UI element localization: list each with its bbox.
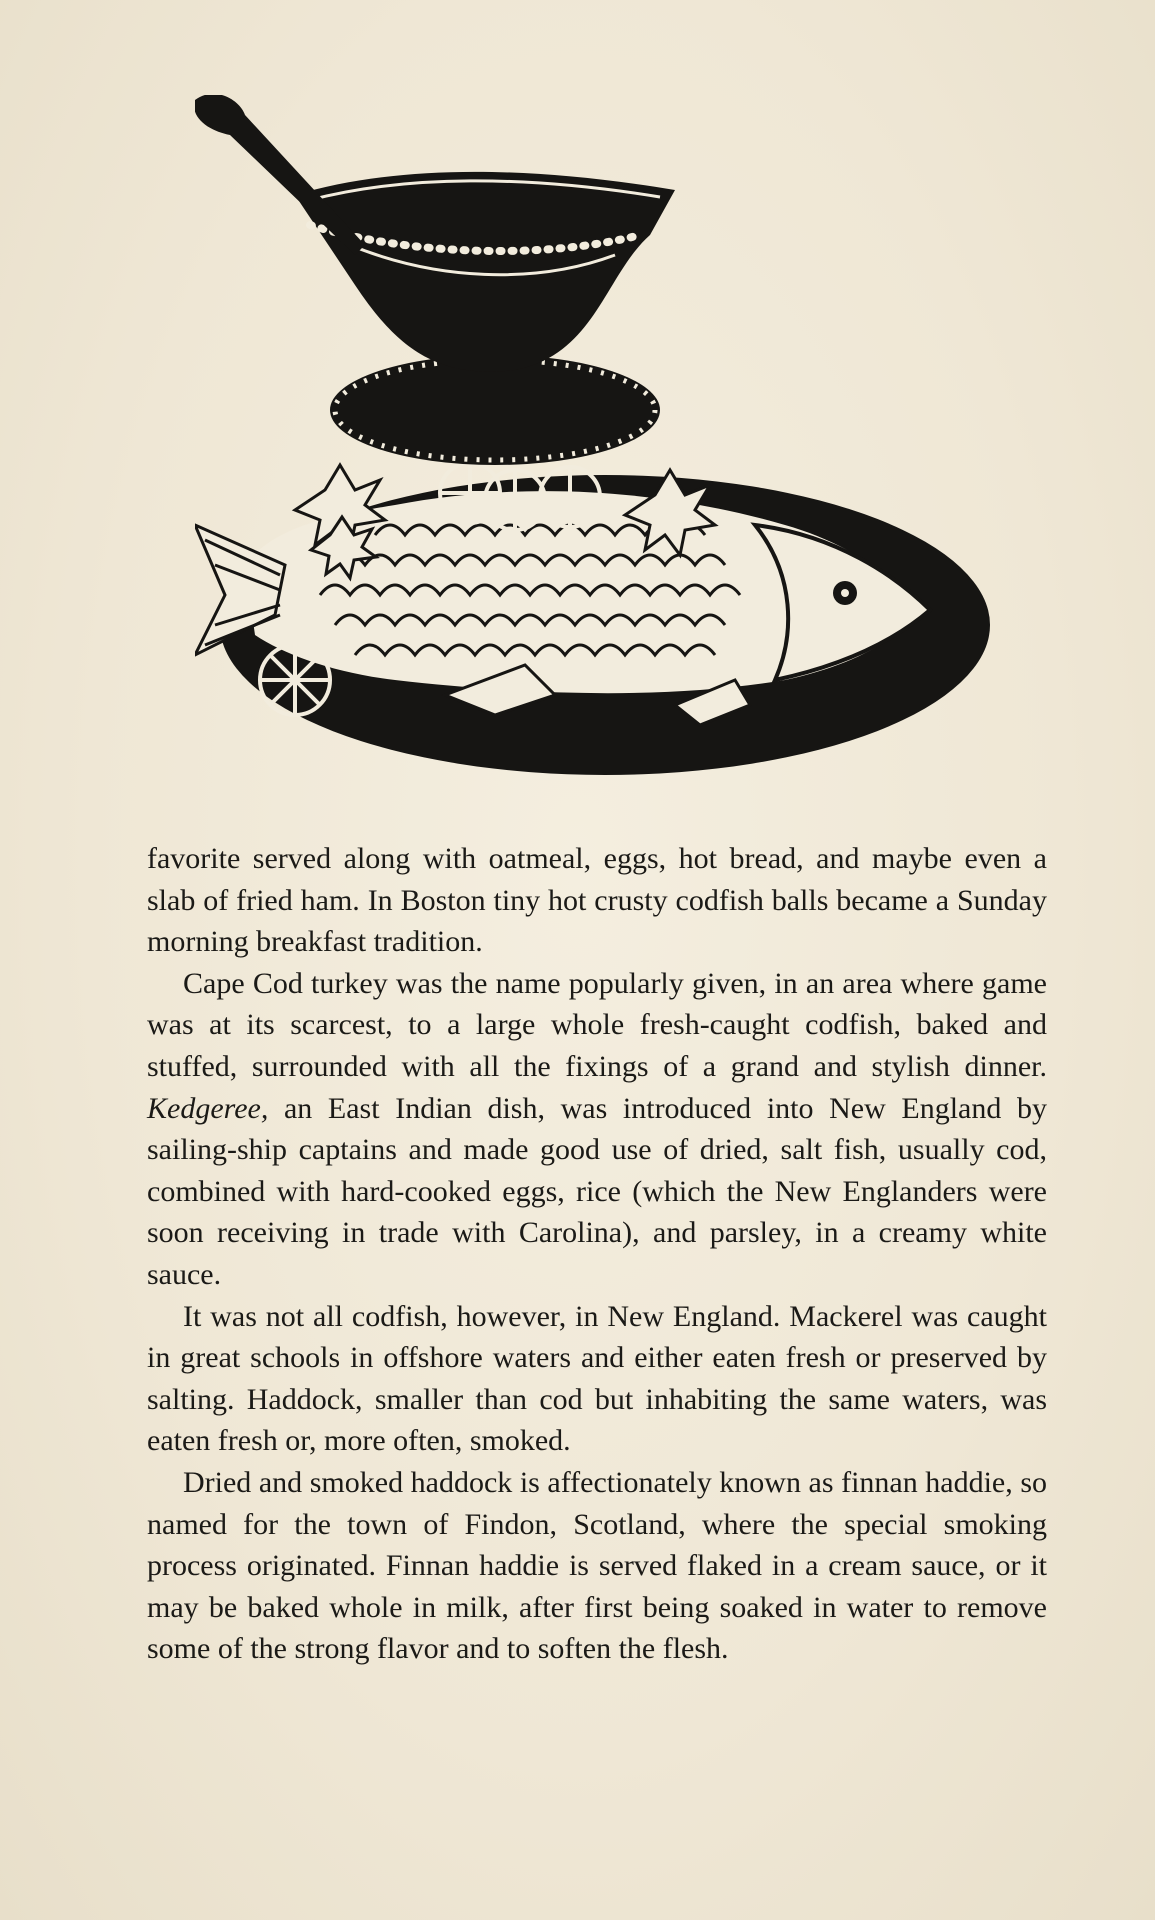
body-text	[147, 838, 1047, 1670]
gravy-boat	[295, 172, 675, 372]
paragraph-2-after: an East Indian dish, was introduced into New England by sailing-ship captains and made good use of dried, salt fish, usually cod, combined with hard-cooked eggs, rice (which the New Englanders were soon receiving in trade with Carolina), and parsley, in a creamy white sauce.	[147, 1091, 1047, 1291]
fish-platter-illustration	[195, 95, 995, 815]
kedgeree-italic: Kedgeree,	[147, 1091, 269, 1125]
ladle	[195, 95, 365, 255]
paragraph-2-before: Cape Cod turkey was the name popularly given, in an area where game was at its scarcest, to a large whole fresh-caught codfish, baked and stuffed, surrounded with all the fixings of a grand and stylish dinner.	[147, 966, 1047, 1083]
paragraph-4: Dried and smoked haddock is affectionately known as finnan haddie, so named for the town of Findon, Scotland, where the special smoking process originated. Finnan haddie is served flaked in a cream sauce, or it may be baked whole in milk, after first being soaked in water to remove some of the strong flavor and to soften the flesh.	[147, 1465, 1047, 1666]
paragraph-1: favorite served along with oatmeal, eggs, hot bread, and maybe even a slab of fried ham. In Boston tiny hot crusty codfish balls became a Sunday morning breakfast tradition.	[147, 842, 1047, 959]
paragraph-2	[147, 963, 1047, 1296]
paragraph-3: It was not all codfish, however, in New England. Mackerel was caught in great schools in offshore waters and either eaten fresh or preserved by salting. Haddock, smaller than cod but inhabiting the same waters, was eaten fresh or, more often, smoked.	[147, 1299, 1047, 1458]
